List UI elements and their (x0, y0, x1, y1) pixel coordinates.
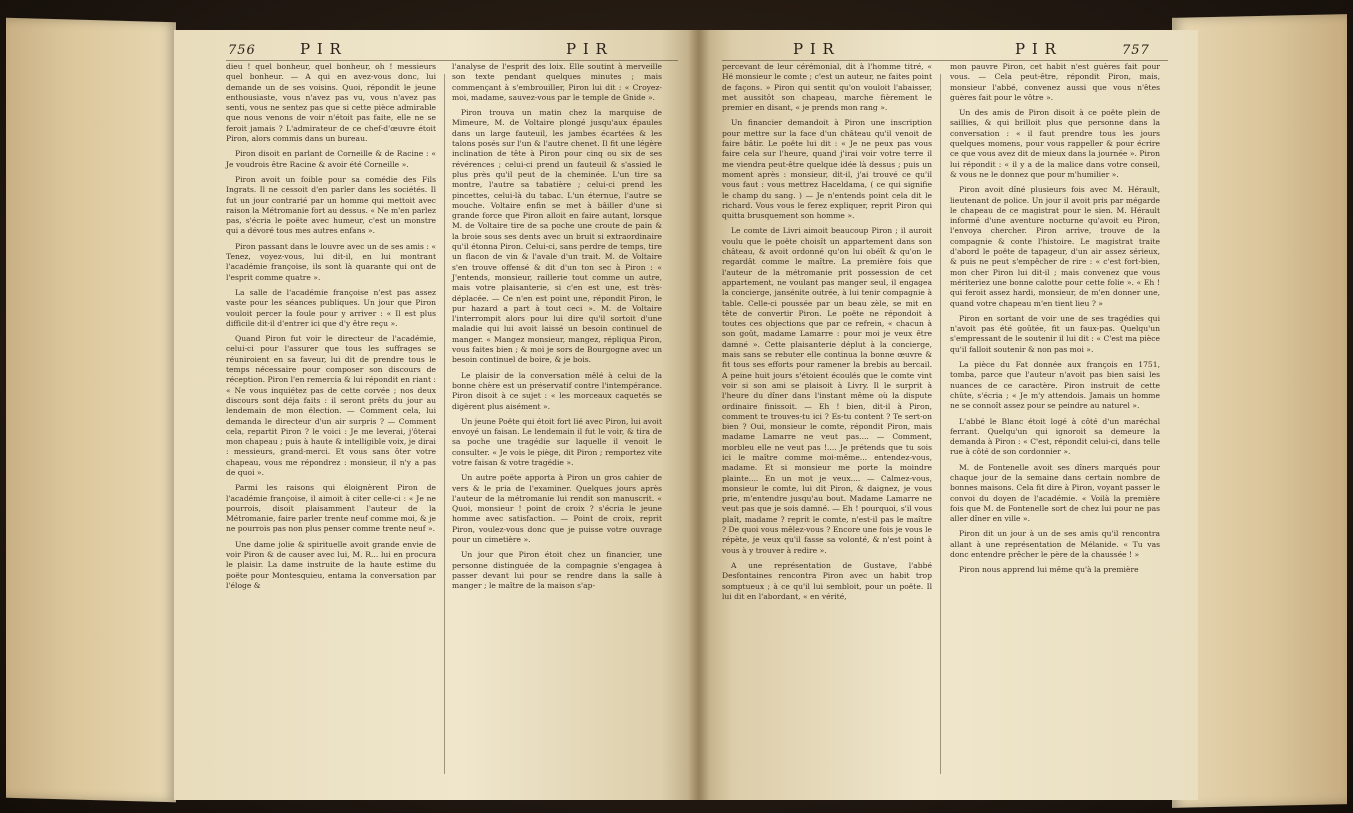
right-header-rule (722, 60, 1168, 61)
paragraph: Un jour que Piron étoit chez un financier, une personne distinguée de la compagnie s'engagea à passer devant lui pour se rendre dans la salle à manger ; le maître de la maison s'ap- (452, 550, 662, 591)
left-running-head: P I R (300, 40, 342, 58)
paragraph: Piron passant dans le louvre avec un de ses amis : « Tenez, voyez-vous, lui dit-il, en lui montrant l'académie françoise, ils sont là quarante qui ont de l'esprit comme quatre ». (226, 241, 436, 282)
paragraph: Piron disoit en parlant de Corneille & de Racine : « Je voudrois être Racine & avoir été Corneille ». (226, 149, 436, 169)
paragraph: La salle de l'académie françoise n'est pas assez vaste pour les séances publiques. Un jour que Piron vouloit percer la foule pour y arriver : « Il est plus difficile dit-il d'entrer ici que d'y être reçu ». (226, 287, 436, 328)
paragraph: Un autre poëte apporta à Piron un gros cahier de vers & le pria de l'examiner. Quelques jours après l'auteur de la métromanie lui rendit son manuscrit. « Quoi, monsieur ! point de croix ? s'écria le jeune homme avec satisfaction. — Point de croix, reprit Piron, voulez-vous donc que je puisse votre ouvrage pour un cimetière ». (452, 473, 662, 545)
right-column-2 (950, 62, 1160, 581)
paragraph: Piron avoit dîné plusieurs fois avec M. Hérault, lieutenant de police. Un jour il avoit pris par mégarde le chapeau de ce magistrat pour le sien. M. Hérault informé d'une aventure nocturne qu'avoit eu Piron, l'envoya chercher. Piron arrive, trouve de la compagnie & conte l'histoire. Le magistrat traite d'abord le poëte de tapageur, d'un air assez sérieux, & puis ne peut s'empêcher de rire : « c'est fort-bien, mon cher Piron lui dit-il ; mais convenez que vous mériteriez une bonne calotte pour cette folie ». « Eh ! qui feroit assez hardi, monsieur, de m'en donner une, quand votre chapeau m'en tient lieu ? » (950, 185, 1160, 308)
paragraph: Piron dit un jour à un de ses amis qu'il rencontra allant à une représentation de Mélanide. « Tu vas donc entendre prêcher le père de la chaussée ! » (950, 529, 1160, 560)
paragraph: Piron trouva un matin chez la marquise de Mimeure, M. de Voltaire plongé jusqu'aux épaules dans un large fauteuil, les jambes écartées & les talons posés sur l'un & l'autre chenet. Il fit une légère inclination de tête à Piron pour cinq ou six de ses révérences ; celui-ci prend un fauteuil & s'assied le plus près qu'il peut de la cheminée. L'un tire sa montre, l'autre sa tabatière ; celui-ci prend les pincettes, celui-là du tabac. L'un éternue, l'autre se mouche. Voltaire enfin se met à bâiller d'une si grande force que Piron alloit en faire autant, lorsque M. de Voltaire tire de sa poche une croute de pain & la broie sous ses dents avec un bruit si extraordinaire qu'il étonna Piron. Celui-ci, sans perdre de temps, tire un flacon de vin & l'avale d'un trait. M. de Voltaire s'en trouve offensé & dit d'un ton sec à Piron : « J'entends, monsieur, raillerie tout comme un autre, mais votre plaisanterie, si c'en est une, est très-déplacée. — Ce n'en est point une, répondit Piron, le pur hazard a part à tout ceci ». M. de Voltaire l'interrompit alors pour lui dire qu'il sortoit d'une maladie qui lui avoit laissé un besoin continuel de manger. « Mangez monsieur, mangez, répliqua Piron, vous faites bien ; & moi je sors de Bourgogne avec un besoin continuel de boire, & je bois. (452, 108, 662, 365)
paragraph: Parmi les raisons qui éloignèrent Piron de l'académie françoise, il aimoit à citer celle-ci : « Je ne pourrois, disoit plaisamment l'auteur de la Métromanie, faire parler trente neuf comme moi, & je ne pourrois pas non plus penser comme trente neuf ». (226, 483, 436, 534)
paragraph: Piron avoit un foible pour sa comédie des Fils Ingrats. Il ne cessoit d'en parler dans les sociétés. Il fut un jour contrarié par un homme qui mettoit avec raison la Métromanie fort au dessus. « Ne m'en parlez pas, s'écria le poëte avec humeur, c'est un monstre qui a dévoré tous mes autres enfans ». (226, 174, 436, 236)
paragraph: Une dame jolie & spirituelle avoit grande envie de voir Piron & de causer avec lui, M. R... lui en procura le plaisir. La dame instruite de la haute estime du poëte pour Montesquieu, entama la conversation par l'éloge & (226, 539, 436, 590)
paragraph: Piron nous apprend lui même qu'à la première (959, 565, 1139, 575)
paragraph: Un des amis de Piron disoit à ce poëte plein de saillies, & qui brilloit plus que personne dans la conversation : « il faut prendre tous les jours quelques momens, pour vous rappeller & pour écrire ce que vous avez dit de mieux dans la journée ». Piron lui répondit : « il y a de la malice dans votre conseil, & vous ne le donnez que pour m'humilier ». (950, 108, 1160, 179)
left-column-separator (444, 74, 445, 774)
left-page-number: 756 (228, 43, 256, 58)
left-running-head-2: P I R (566, 40, 608, 58)
right-page-number: 757 (1122, 43, 1150, 58)
paragraph: M. de Fontenelle avoit ses dîners marqués pour chaque jour de la semaine dans certain nombre de bonnes maisons. Cela fit dire à Piron, voyant passer le convoi du doyen de l'académie. « Voilà la première fois que M. de Fontenelle sort de chez lui pour ne pas aller dîner en ville ». (950, 462, 1160, 524)
paragraph: La pièce du Fat donnée aux françois en 1751, tomba, parce que l'auteur n'avoit pas bien saisi les nuances de ce caractère. Piron instruit de cette chûte, s'écria ; « Je m'y attendois. Jamais un homme ne se connoît assez pour se peindre au naturel ». (950, 360, 1160, 411)
right-column-1 (722, 62, 932, 607)
paragraph: percevant de leur cérémonial, dit à l'homme titré, « Hé monsieur le comte ; c'est un auteur, ne faites point de façons. » Piron qui sentit qu'on vouloit l'abaisser, met aussitôt son chapeau, marche fièrement le premier en disant, « je prends mon rang ». (722, 62, 932, 113)
paragraph: Un jeune Poëte qui étoit fort lié avec Piron, lui avoit envoyé un faisan. Le lendemain il fut le voir, & tira de sa poche une tragédie sur laquelle il venoit le consulter. « Je vois le piège, dit Piron ; remportez vite votre faisan & votre tragédie ». (452, 416, 662, 467)
paragraph: dieu ! quel bonheur, quel bonheur, oh ! messieurs quel bonheur. — A qui en avez-vous donc, lui demande un de ses voisins. Quoi, répondit le jeune enthousiaste, vous n'avez pas vu, vous n'avez pas senti, vous ne sentez pas que si cette pièce admirable que nous venons de voir n'étoit pas faite, elle ne se feroit jamais ? L'admirateur de ce chef-d'œuvre étoit Piron, alors commis dans un bureau. (226, 62, 436, 144)
right-running-head: P I R (1015, 40, 1057, 58)
paragraph: l'analyse de l'esprit des loix. Elle soutint à merveille son texte pendant quelques minutes ; mais commençant à s'embrouiller, Piron lui dit : « Croyez-moi, madame, sauvez-vous par le temple de Gnide ». (452, 62, 662, 102)
paragraph: Le plaisir de la conversation mêlé à celui de la bonne chère est un préservatif contre l'intempérance. Piron disoit à ce sujet : « les morceaux caquetés se digèrent plus aisément ». (452, 370, 662, 411)
paragraph: Le comte de Livri aimoit beaucoup Piron ; il auroit voulu que le poëte choisît un appartement dans son château, & avoit ordonné qu'on lui obéît & qu'on le regardât comme le maître. La première fois que l'auteur de la métromanie prit possession de cet appartement, ne voulant pas manger seul, il engagea la concierge, jansénite outrée, à lui tenir compagnie à table. Celle-ci poussée par un beau zèle, se mit en tête de convertir Piron. Le poëte ne répondoit à toutes ces objections que par ce refrein, « chacun à son goût, madame Lamarre : pour moi je veux être damné ». Cette plaisanterie déplut à la concierge, mais sans se rebuter elle continua la bonne œuvre & fit tous ses efforts pour ramener la brebis au bercail. A peine huit jours s'étoient écoulés que le comte vint voir si son ami se plaisoit à Livry. Il le surprit à l'heure du dîner dans l'instant même où la dispute ordinaire finissoit. — Eh ! bien, dit-il à Piron, comment te trouves-tu ici ? Es-tu content ? Te sert-on bien ? Oui, monsieur le comte, répondit Piron, mais madame Lamarre ne veut pas.... — Comment, morbleu elle ne veut pas !.... Je prétends que tu sois ici le maître comme moi-même... entendez-vous, madame. Et si monsieur me porte la moindre plainte.... En un mot je veux.... — Calmez-vous, monsieur le comte, lui dit Piron, & daignez, je vous prie, m'entendre jusqu'au bout. Madame Lamarre ne veut pas que je sois damné. — Eh ! pourquoi, s'il vous plaît, madame ? reprit le comte, n'est-il pas le maître ? De quoi vous mêlez-vous ? Encore une fois je vous le répète, je veux qu'il fasse sa volonté, & n'est point à vous à y trouver à redire ». (722, 226, 932, 555)
paragraph: L'abbé le Blanc étoit logé à côté d'un maréchal ferrant. Quelqu'un qui ignoroit sa demeure la demanda à Piron : « C'est, répondit celui-ci, dans telle rue à côté de son cordonnier ». (950, 416, 1160, 457)
right-column-separator (940, 74, 941, 774)
left-column-2 (452, 62, 662, 597)
paragraph: A une représentation de Gustave, l'abbé Desfontaines rencontra Piron avec un habit trop somptueux ; à ce qu'il lui sembloit, pour un poëte. Il lui dit en l'abordant, « en vérité, (722, 560, 932, 601)
left-header-rule (226, 60, 678, 61)
paragraph: Quand Piron fut voir le directeur de l'académie, celui-ci pour l'assurer que tous les suffrages se réuniroient en sa faveur, lui dit de prendre tous le temps nécessaire pour composer son discours de réception. Piron l'en remercia & lui répondit en riant : « Ne vous inquiétez pas de cette corvée ; nos deux discours sont déja faits : il seront prêts du jour au lendemain de mon élection. — Comment cela, lui demanda le directeur d'un air surpris ? — Comment cela, repartit Piron ? le voici : Je me leverai, j'ôterai mon chapeau ; puis à haute & intelligible voix, je dirai : messieurs, grand-merci. Et vous sans ôter votre chapeau, vous me répondrez : monsieur, il n'y a pas de quoi ». (226, 334, 436, 477)
right-running-head-1: P I R (793, 40, 835, 58)
book-gutter (688, 30, 710, 800)
left-page-edges (6, 18, 176, 802)
left-column-1 (226, 62, 436, 596)
right-page-edges (1172, 14, 1347, 808)
paragraph: Piron en sortant de voir une de ses tragédies qui n'avoit pas été goûtée, fit un faux-pas. Quelqu'un s'empressant de le soutenir il lui dit : « C'est ma pièce qu'il falloit soutenir & non pas moi ». (950, 313, 1160, 354)
paragraph: mon pauvre Piron, cet habit n'est guères fait pour vous. — Cela peut-être, répondit Piron, mais, monsieur l'abbé, convenez aussi que vous n'êtes guères fait pour le vôtre ». (950, 62, 1160, 102)
paragraph: Un financier demandoit à Piron une inscription pour mettre sur la face d'un château qu'il venoit de faire bâtir. Le poëte lui dit : « Je ne peux pas vous faire cela sur l'heure, quand j'irai voir votre terre il me viendra peut-être quelque idée là dessus ; puis un moment après : monsieur, dit-il, j'ai trouvé ce qu'il vous faut : vous mettrez Haceldama, ( ce qui signifie le champ du sang. ) — Je n'entends point cela dit le richard. Vous vous le ferez expliquer, reprit Piron qui quitta brusquement son homme ». (722, 118, 932, 221)
